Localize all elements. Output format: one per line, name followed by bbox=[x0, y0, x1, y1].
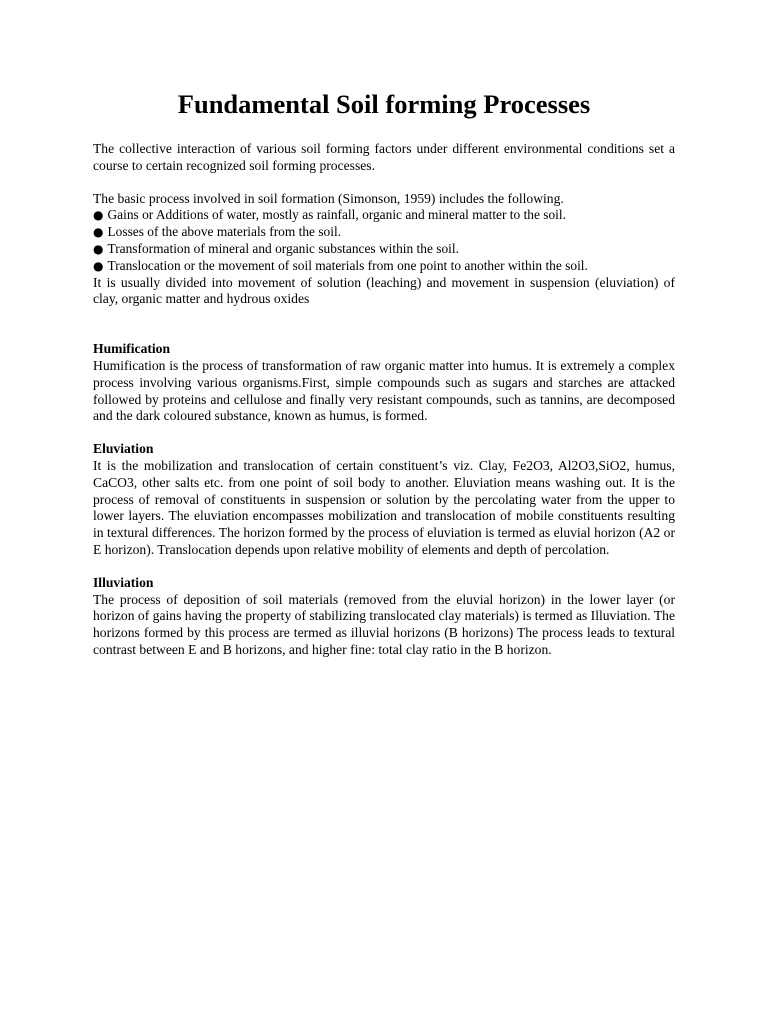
section-body: It is the mobilization and translocation of certain constituent’s viz. Clay, Fe2O3, Al2O3,SiO2, humus, CaCO3, other salts etc. from one point of soil body to another. Eluviation means washing out. It is the process of removal of constituents in suspension or solution by the percolating water from the upper to lower layers. The eluviation encompasses mobilization and translocation of mobile constituents resulting in textural differences. The horizon formed by the process of eluviation is termed as eluvial horizon (A2 or E horizon). Translocation depends upon relative mobility of elements and depth of percolation. bbox=[93, 457, 675, 557]
list-item bbox=[93, 241, 675, 258]
list-item-text: Gains or Additions of water, mostly as rainfall, organic and mineral matter to the soil. bbox=[107, 207, 566, 223]
bullet-icon: ● bbox=[93, 225, 104, 240]
section-humification bbox=[93, 341, 675, 425]
process-list bbox=[93, 207, 675, 274]
basic-processes-block bbox=[93, 191, 675, 309]
list-item bbox=[93, 207, 675, 224]
list-item-text: Translocation or the movement of soil materials from one point to another within the soil. bbox=[107, 257, 588, 273]
bullet-icon: ● bbox=[93, 258, 104, 273]
section-illuviation bbox=[93, 575, 675, 659]
bullet-icon: ● bbox=[93, 241, 104, 256]
section-heading: Eluviation bbox=[93, 441, 154, 457]
page-title: Fundamental Soil forming Processes bbox=[177, 89, 591, 119]
list-item bbox=[93, 224, 675, 241]
bullet-icon: ● bbox=[93, 208, 104, 223]
list-item bbox=[93, 258, 675, 275]
list-item-text: Transformation of mineral and organic substances within the soil. bbox=[107, 240, 459, 256]
section-heading: Illuviation bbox=[93, 574, 154, 590]
basic-processes-outro: It is usually divided into movement of solution (leaching) and movement in suspension (eluviation) of clay, organic matter and hydrous oxides bbox=[93, 274, 675, 307]
section-heading: Humification bbox=[93, 341, 171, 357]
list-item-text: Losses of the above materials from the soil. bbox=[107, 224, 342, 240]
section-eluviation bbox=[93, 441, 675, 559]
basic-processes-intro: The basic process involved in soil formation (Simonson, 1959) includes the following. bbox=[93, 190, 564, 206]
section-body: Humification is the process of transformation of raw organic matter into humus. It is extremely a complex process involving various organisms.First, simple compounds such as sugars and starches are attacked followed by proteins and cellulose and finally very resistant compounds, such as tannins, are decomposed and the dark coloured substance, known as humus, is formed. bbox=[93, 357, 675, 424]
section-body: The process of deposition of soil materials (removed from the eluvial horizon) in the lower layer (or horizon of gains having the property of stabilizing translocated clay materials) is termed as Illuviation. The horizons formed by this process are termed as illuvial horizons (B horizons) The process leads to textural contrast between E and B horizons, and higher fine: total clay ratio in the B horizon. bbox=[93, 591, 675, 657]
document-page bbox=[93, 0, 675, 659]
intro-paragraph: The collective interaction of various soil forming factors under different environmental conditions set a course to certain recognized soil forming processes. bbox=[93, 141, 675, 173]
